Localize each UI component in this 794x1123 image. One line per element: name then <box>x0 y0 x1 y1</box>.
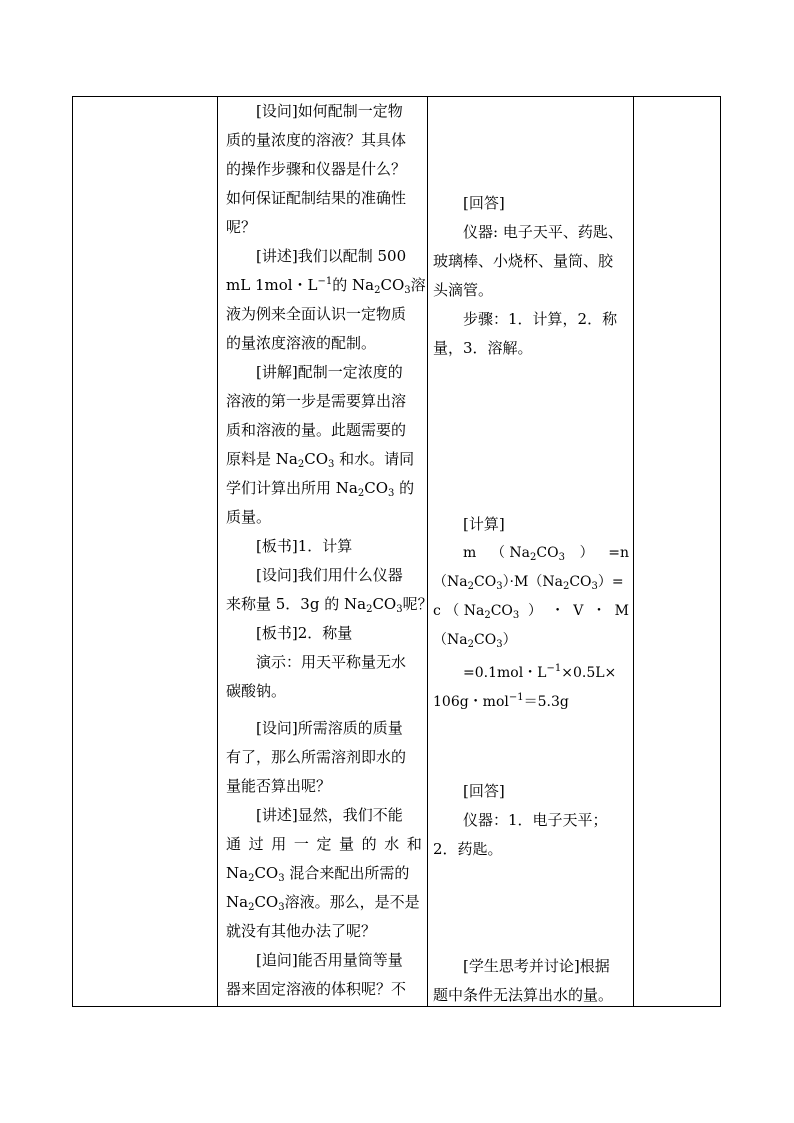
text-line: 质和溶液的量。此题需要的 <box>226 421 407 439</box>
text-line: 步骤：1．计算，2．称 <box>463 310 618 328</box>
lesson-table <box>72 96 721 1007</box>
demonstration: 演示：用天平称量无水 <box>256 653 407 671</box>
board-note-2: [板书]2．称量 <box>256 624 353 642</box>
text-line: 题中条件无法算出水的量。 <box>433 986 614 1004</box>
answer-tag: [回答] <box>463 782 505 800</box>
text-line-justified: 通 过 用 一 定 量 的 水 和 <box>226 835 422 853</box>
calculation-tag: [计算] <box>463 515 505 533</box>
calc-line: =0.1mol・$L^{-1}\times 0.5L\times$ <box>463 663 617 681</box>
discussion: [学生思考并讨论]根据 <box>463 957 610 975</box>
column-divider <box>633 97 634 1006</box>
calc-line: 106g・mol$^{-1}$＝5.3g <box>433 692 569 710</box>
text-line: $Na_2CO_3$溶液。那么，是不是 <box>226 893 420 913</box>
calc-line: m （ $Na_2CO_3$ ） =n <box>463 545 629 563</box>
text-line: mL 1mol・$L^{-1}$的 $Na_2CO_3$溶 <box>226 276 426 296</box>
text-line: 溶液的第一步是需要算出溶 <box>226 392 407 410</box>
text-line: 头滴管。 <box>433 281 494 299</box>
text-line: 碳酸钠。 <box>226 682 287 700</box>
text-line: 仪器：1．电子天平； <box>463 811 608 829</box>
question-2: [设问]我们用什么仪器 <box>256 566 403 584</box>
text-line: 呢？ <box>226 218 257 236</box>
explanation: [讲解]配制一定浓度的 <box>256 363 403 381</box>
question-3: [设问]所需溶质的质量 <box>256 719 403 737</box>
text-line: 仪器: 电子天平、药匙、 <box>463 223 623 241</box>
text-line: 量，3．溶解。 <box>433 339 533 357</box>
column-divider <box>217 97 218 1006</box>
calc-line: $(Na_2CO_3)$ <box>433 632 517 650</box>
text-line: 量能否算出呢？ <box>226 777 332 795</box>
text-line: 的操作步骤和仪器是什么？ <box>226 160 407 178</box>
follow-up-question: [追问]能否用量筒等量 <box>256 951 403 969</box>
lecture-1: [讲述]我们以配制 500 <box>256 247 407 265</box>
question-1: [设问]如何配制一定物 <box>256 102 403 120</box>
text-line: 原料是 $Na_2CO_3$ 和水。请同 <box>226 450 415 470</box>
text-line: $Na_2CO_3$ 混合来配出所需的 <box>226 864 410 884</box>
text-line: 有了，那么所需溶剂即水的 <box>226 748 407 766</box>
text-line: 质量。 <box>226 508 272 526</box>
calc-line: c （ $Na_2CO_3$ ） ・ V ・ M <box>433 603 629 621</box>
board-note-1: [板书]1．计算 <box>256 537 353 555</box>
text-line: 来称量 5．3g 的 $Na_2CO_3$呢？ <box>226 595 433 615</box>
text-line: 学们计算出所用 $Na_2CO_3$ 的 <box>226 479 415 499</box>
text-line: 玻璃棒、小烧杯、量筒、胶 <box>433 252 614 270</box>
text-line: 2．药匙。 <box>433 840 503 858</box>
text-line: 如何保证配制结果的准确性 <box>226 189 407 207</box>
text-line: 就没有其他办法了呢？ <box>226 922 377 940</box>
text-line: 的量浓度溶液的配制。 <box>226 334 377 352</box>
lecture-2: [讲述]显然，我们不能 <box>256 806 403 824</box>
text-line: 液为例来全面认识一定物质 <box>226 305 407 323</box>
text-line: 器来固定溶液的体积呢？不 <box>226 980 407 998</box>
calc-line: $(Na_2CO_3)\cdot M(Na_2CO_3)=$ <box>433 574 624 592</box>
column-divider <box>427 97 428 1006</box>
text-line: 质的量浓度的溶液？其具体 <box>226 131 407 149</box>
answer-tag: [回答] <box>463 194 505 212</box>
